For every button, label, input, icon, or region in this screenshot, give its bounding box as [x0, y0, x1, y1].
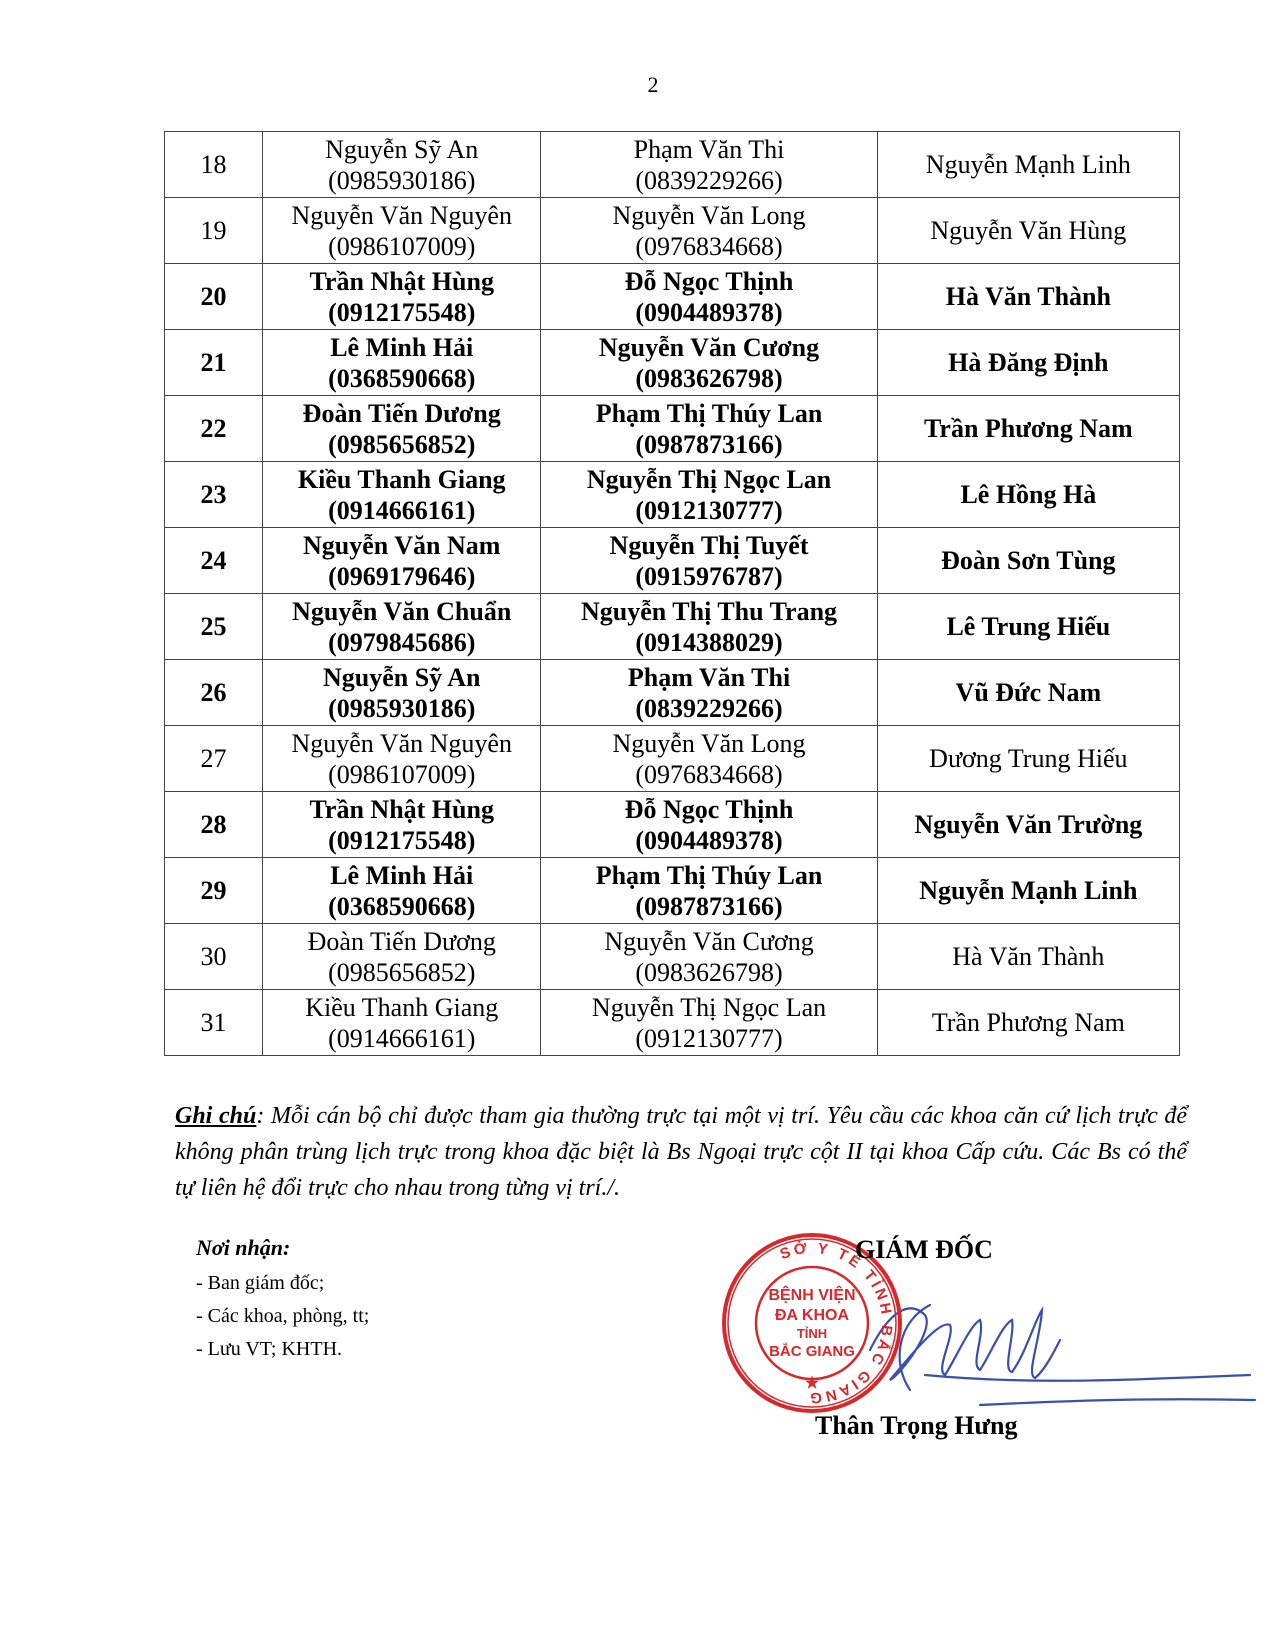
- phone-number: (0915976787): [635, 561, 783, 591]
- recipient-item: - Ban giám đốc;: [196, 1272, 325, 1294]
- person-name: Nguyễn Văn Nguyên: [291, 200, 512, 230]
- table-row: [165, 132, 1180, 198]
- cell-col-a: [263, 660, 541, 726]
- cell-stt: [165, 726, 263, 792]
- person-name: Hà Văn Thành: [945, 282, 1111, 311]
- cell-stt: [165, 264, 263, 330]
- person-name: Lê Hồng Hà: [960, 480, 1097, 509]
- cell-stt: [165, 594, 263, 660]
- cell-stt: [165, 396, 263, 462]
- person-name: Nguyễn Mạnh Linh: [919, 876, 1138, 905]
- duty-schedule-table: [164, 131, 1180, 1056]
- cell-stt: [165, 990, 263, 1056]
- page-number: 2: [647, 72, 659, 97]
- stamp-star-icon: ★: [804, 1375, 820, 1392]
- cell-col-b: [541, 528, 877, 594]
- person-name: Nguyễn Văn Long: [612, 200, 806, 230]
- schedule-body: [165, 132, 1180, 1056]
- person-name: Nguyễn Thị Thu Trang: [581, 596, 838, 626]
- cell-col-b: [541, 726, 877, 792]
- cell-col-b: [541, 990, 877, 1056]
- cell-stt: [165, 858, 263, 924]
- table-row: [165, 924, 1180, 990]
- person-name: Nguyễn Văn Cương: [598, 332, 820, 362]
- row-number: 29: [200, 876, 227, 905]
- person-name: Nguyễn Thị Tuyết: [609, 530, 809, 560]
- person-name: Phạm Thị Thúy Lan: [595, 398, 823, 428]
- person-name: Hà Đăng Định: [948, 348, 1109, 377]
- person-name: Nguyễn Văn Long: [612, 728, 806, 758]
- person-name: Lê Minh Hải: [330, 860, 474, 890]
- cell-col-c: [877, 924, 1179, 990]
- person-name: Trần Phương Nam: [931, 1008, 1125, 1037]
- row-number: 21: [200, 348, 227, 377]
- cell-col-b: [541, 594, 877, 660]
- cell-col-c: [877, 726, 1179, 792]
- phone-number: (0983626798): [635, 363, 783, 393]
- person-name: Nguyễn Thị Ngọc Lan: [591, 992, 827, 1022]
- person-name: Trần Nhật Hùng: [309, 266, 494, 296]
- cell-col-c: [877, 462, 1179, 528]
- cell-col-b: [541, 924, 877, 990]
- person-name: Đoàn Tiến Dương: [307, 926, 496, 956]
- row-number: 25: [200, 612, 227, 641]
- cell-col-c: [877, 858, 1179, 924]
- person-name: Trần Nhật Hùng: [309, 794, 494, 824]
- person-name: Trần Phương Nam: [924, 414, 1133, 443]
- cell-stt: [165, 924, 263, 990]
- cell-col-b: [541, 792, 877, 858]
- person-name: Hà Văn Thành: [952, 942, 1105, 971]
- cell-col-b: [541, 660, 877, 726]
- row-number: 24: [200, 546, 227, 575]
- cell-stt: [165, 462, 263, 528]
- phone-number: (0914666161): [328, 1023, 476, 1053]
- phone-number: (0985656852): [328, 429, 476, 459]
- cell-col-c: [877, 660, 1179, 726]
- cell-col-a: [263, 528, 541, 594]
- phone-number: (0912175548): [328, 297, 476, 327]
- cell-stt: [165, 792, 263, 858]
- phone-number: (0985930186): [328, 693, 476, 723]
- cell-col-c: [877, 594, 1179, 660]
- table-row: [165, 528, 1180, 594]
- table-row: [165, 726, 1180, 792]
- person-name: Đỗ Ngọc Thịnh: [624, 794, 794, 824]
- person-name: Dương Trung Hiếu: [929, 744, 1128, 773]
- cell-col-a: [263, 792, 541, 858]
- person-name: Phạm Thị Thúy Lan: [595, 860, 823, 890]
- cell-col-a: [263, 858, 541, 924]
- recipient-item: - Các khoa, phòng, tt;: [196, 1305, 370, 1327]
- recipients-block: [196, 1235, 369, 1366]
- phone-number: (0914666161): [328, 495, 476, 525]
- cell-col-c: [877, 264, 1179, 330]
- phone-number: (0979845686): [328, 627, 476, 657]
- row-number: 19: [200, 216, 227, 245]
- phone-number: (0368590668): [328, 891, 476, 921]
- recipient-item: - Lưu VT; KHTH.: [196, 1338, 343, 1360]
- row-number: 18: [200, 150, 227, 179]
- person-name: Nguyễn Thị Ngọc Lan: [586, 464, 832, 494]
- cell-col-b: [541, 132, 877, 198]
- phone-number: (0976834668): [635, 231, 783, 261]
- table-row: [165, 462, 1180, 528]
- cell-stt: [165, 660, 263, 726]
- phone-number: (0914388029): [635, 627, 783, 657]
- phone-number: (0987873166): [635, 891, 783, 921]
- cell-col-c: [877, 792, 1179, 858]
- cell-stt: [165, 528, 263, 594]
- phone-number: (0904489378): [635, 297, 783, 327]
- cell-stt: [165, 198, 263, 264]
- phone-number: (0969179646): [328, 561, 476, 591]
- cell-col-b: [541, 858, 877, 924]
- person-name: Nguyễn Sỹ An: [325, 134, 479, 164]
- phone-number: (0986107009): [328, 759, 476, 789]
- cell-col-a: [263, 990, 541, 1056]
- cell-col-a: [263, 594, 541, 660]
- table-row: [165, 858, 1180, 924]
- table-row: [165, 330, 1180, 396]
- phone-number: (0983626798): [635, 957, 783, 987]
- person-name: Nguyễn Văn Trường: [914, 810, 1143, 839]
- cell-col-a: [263, 132, 541, 198]
- row-number: 23: [200, 480, 227, 509]
- person-name: Vũ Đức Nam: [955, 678, 1102, 707]
- cell-col-c: [877, 132, 1179, 198]
- cell-col-a: [263, 924, 541, 990]
- person-name: Đoàn Tiến Dương: [302, 398, 501, 428]
- person-name: Lê Trung Hiếu: [946, 612, 1111, 641]
- phone-number: (0904489378): [635, 825, 783, 855]
- stamp-center-line: TỈNH: [796, 1326, 828, 1341]
- person-name: Phạm Văn Thi: [627, 662, 791, 692]
- cell-col-b: [541, 330, 877, 396]
- cell-col-b: [541, 462, 877, 528]
- table-row: [165, 792, 1180, 858]
- note-label: Ghi chú: [175, 1103, 257, 1129]
- table-row: [165, 594, 1180, 660]
- cell-stt: [165, 330, 263, 396]
- row-number: 31: [200, 1008, 227, 1037]
- cell-col-a: [263, 462, 541, 528]
- person-name: Đỗ Ngọc Thịnh: [624, 266, 794, 296]
- phone-number: (0912130777): [635, 1023, 783, 1053]
- person-name: Lê Minh Hải: [330, 332, 474, 362]
- note: [175, 1098, 1187, 1206]
- signer-name: Thân Trọng Hưng: [815, 1411, 1018, 1440]
- stamp-ring-text: SỞ Y TẾ TỈNH BẮC GIANG: [777, 1239, 896, 1407]
- signature-title: GIÁM ĐỐC: [855, 1235, 993, 1264]
- table-row: [165, 990, 1180, 1056]
- cell-col-b: [541, 264, 877, 330]
- person-name: Nguyễn Mạnh Linh: [925, 150, 1131, 179]
- phone-number: (0839229266): [635, 165, 783, 195]
- phone-number: (0912175548): [328, 825, 476, 855]
- person-name: Nguyễn Văn Hùng: [930, 216, 1127, 245]
- stamp-center-line: BỆNH VIỆN: [768, 1287, 856, 1304]
- cell-col-c: [877, 330, 1179, 396]
- cell-col-a: [263, 726, 541, 792]
- cell-col-c: [877, 528, 1179, 594]
- cell-col-b: [541, 198, 877, 264]
- cell-col-a: [263, 330, 541, 396]
- row-number: 26: [200, 678, 227, 707]
- cell-col-b: [541, 396, 877, 462]
- cell-col-a: [263, 264, 541, 330]
- phone-number: (0976834668): [635, 759, 783, 789]
- row-number: 30: [200, 942, 227, 971]
- cell-col-c: [877, 990, 1179, 1056]
- phone-number: (0985930186): [328, 165, 476, 195]
- phone-number: (0368590668): [328, 363, 476, 393]
- person-name: Nguyễn Văn Chuẩn: [292, 596, 512, 626]
- person-name: Nguyễn Văn Nam: [303, 530, 501, 560]
- cell-col-a: [263, 396, 541, 462]
- phone-number: (0987873166): [635, 429, 783, 459]
- table-row: [165, 198, 1180, 264]
- person-name: Phạm Văn Thi: [633, 134, 785, 164]
- phone-number: (0839229266): [635, 693, 783, 723]
- person-name: Nguyễn Văn Cương: [604, 926, 814, 956]
- row-number: 28: [200, 810, 227, 839]
- phone-number: (0912130777): [635, 495, 783, 525]
- stamp-center-line: BẮC GIANG: [769, 1343, 855, 1360]
- recipients-title: Nơi nhận:: [196, 1235, 291, 1260]
- cell-col-a: [263, 198, 541, 264]
- table-row: [165, 396, 1180, 462]
- person-name: Kiều Thanh Giang: [297, 464, 506, 494]
- stamp-center-line: ĐA KHOA: [774, 1307, 850, 1324]
- row-number: 22: [200, 414, 227, 443]
- person-name: Kiều Thanh Giang: [305, 992, 499, 1022]
- person-name: Nguyễn Văn Nguyên: [291, 728, 512, 758]
- cell-stt: [165, 132, 263, 198]
- cell-col-c: [877, 198, 1179, 264]
- note-text: : Mỗi cán bộ chỉ được tham gia thường trực tại một vị trí. Yêu cầu các khoa căn cứ lịch trực để không phân trùng lịch trực trong khoa đặc biệt là Bs Ngoại trực cột II tại khoa Cấp cứu. Các Bs có thể tự liên hệ đổi trực cho nhau trong từng vị trí./.: [175, 1103, 1187, 1201]
- cell-col-c: [877, 396, 1179, 462]
- table-row: [165, 660, 1180, 726]
- phone-number: (0986107009): [328, 231, 476, 261]
- person-name: Đoàn Sơn Tùng: [941, 546, 1116, 575]
- row-number: 20: [200, 282, 227, 311]
- person-name: Nguyễn Sỹ An: [322, 662, 481, 692]
- table-row: [165, 264, 1180, 330]
- phone-number: (0985656852): [328, 957, 476, 987]
- row-number: 27: [200, 744, 227, 773]
